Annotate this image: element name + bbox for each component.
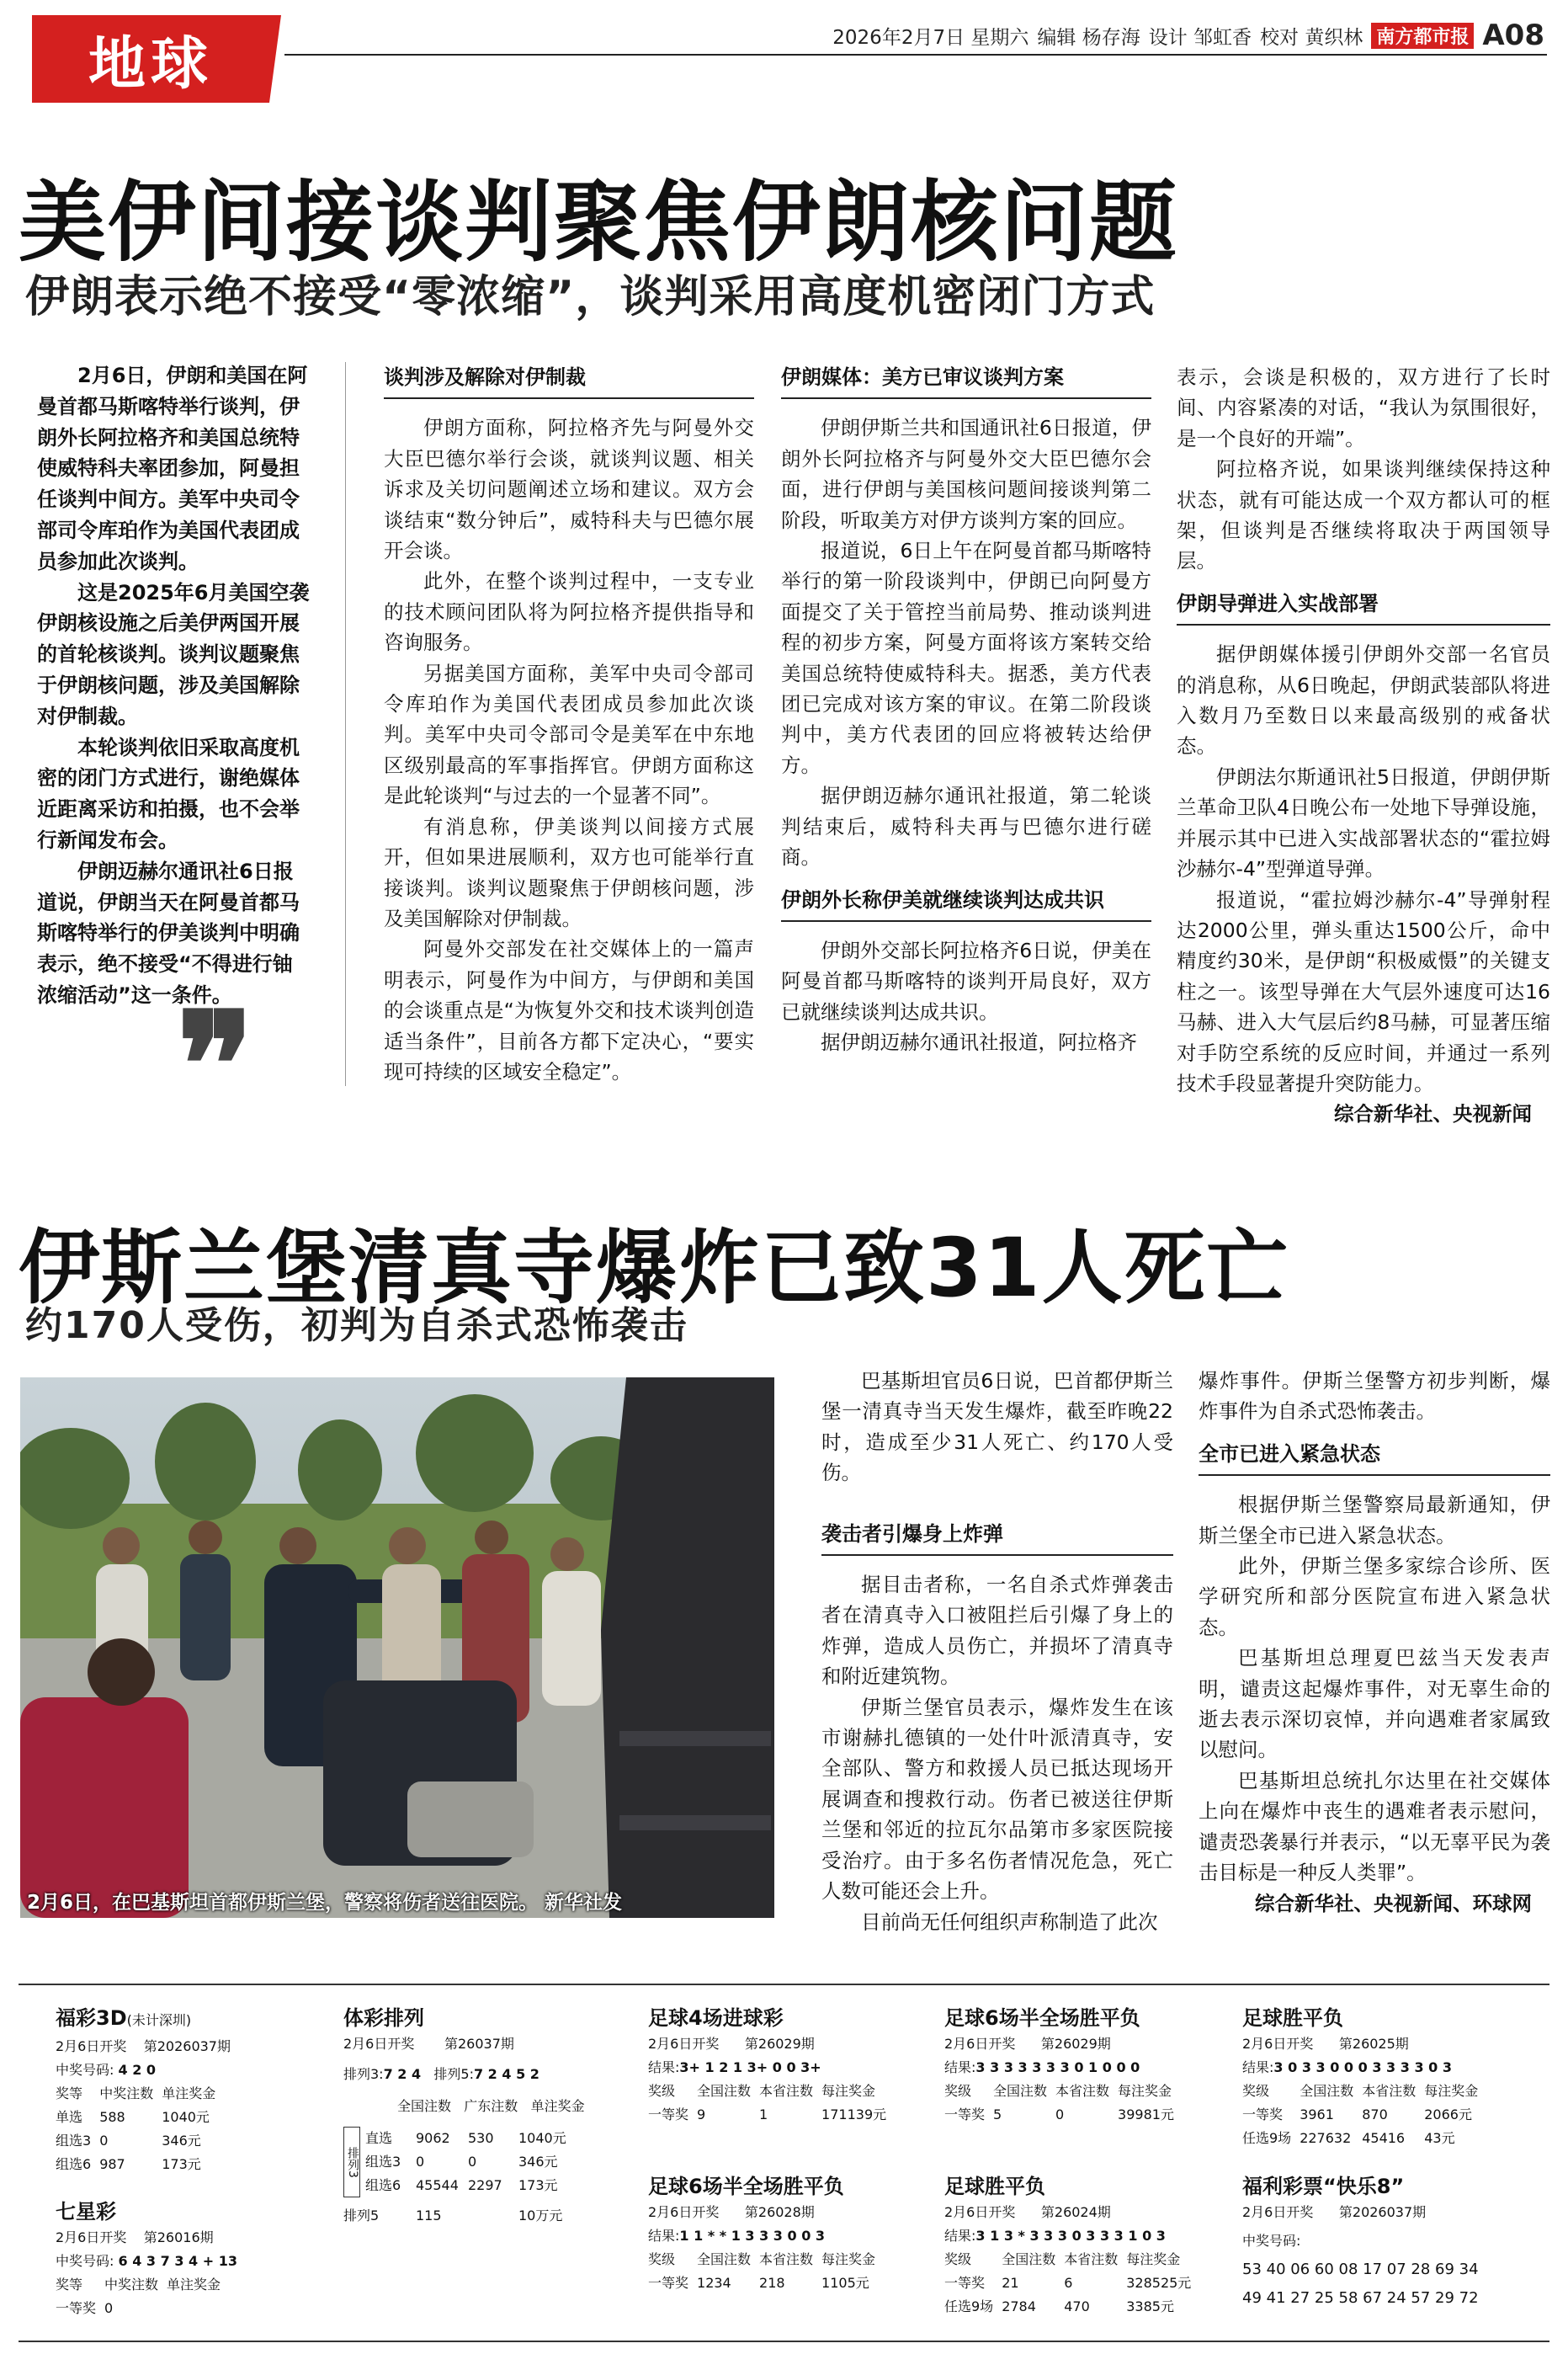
photo-caption: 2月6日，在巴基斯坦首都伊斯兰堡，警察将伤者送往医院。 新华社发 [27,1892,623,1914]
news-photo [20,1377,774,1918]
body-paragraph: 伊朗法尔斯通讯社5日报道，伊朗伊斯兰革命卫队4日晚公布一处地下导弹设施，并展示其中已进入实战部署状态的“霍拉姆沙赫尔-4”型弹道导弹。 [1177,764,1550,881]
lead-paragraph: 伊朗迈赫尔通讯社6日报道说，伊朗当天在阿曼首都马斯喀特举行的伊美谈判中明确表示，绝不接受“不得进行铀浓缩活动”这一条件。 [37,859,300,1007]
table-row: 直选 9062 530 1040元 [365,2130,566,2146]
body-paragraph: 此外，在整个谈判过程中，一支专业的技术顾问团队将为阿拉格齐提供指导和咨询服务。 [384,569,754,655]
section-heading: 谈判涉及解除对伊制裁 [384,362,754,399]
table-row: 一等奖 5 0 39981元 [944,2106,1174,2122]
prize-table: 奖级 全国注数 本省注数 每注奖金 一等奖 1234 218 1105元 [648,2248,884,2295]
body-paragraph: 阿拉格齐说，如果谈判继续保持这种状态，就有可能达成一个双方都认可的框架，但谈判是否继续将取决于两国领导层。 [1177,457,1550,573]
prize-table [56,2273,229,2320]
page-number: A08 [1482,19,1544,52]
body-paragraph: 阿曼外交部发在社交媒体上的一篇声明表示，阿曼作为中间方，与伊朗和美国的会谈重点是“为恢复外交和技术谈判创造适当条件”，目前各方都下定决心，“要实现可持续的区域安全稳定”。 [384,937,754,1084]
publication-logo: 南方都市报 [1371,23,1474,49]
draw-issue: 第2026037期 [1338,2204,1427,2220]
match-result: 3 3 3 3 3 3 3 0 1 0 0 0 [975,2059,1140,2075]
lottery-zc6b [944,2004,1230,2127]
article2-headline: 伊斯兰堡清真寺爆炸已致31人死亡 [19,1221,1289,1315]
body-paragraph: 报道说，6日上午在阿曼首都马斯喀特举行的第一阶段谈判中，伊朗已向阿曼方面提交了关于管控当前局势、推动谈判进程的初步方案，阿曼方面将该方案转交给美国总统特使威特科夫。据悉，美方代表团已完成对该方案的审议。在第二阶段谈判中，美方代表团的回应将被转达给伊方。 [781,539,1151,777]
draw-issue: 第26037期 [444,2036,514,2052]
article1-column-2 [384,362,754,1087]
body-paragraph: 此外，伊斯兰堡多家综合诊所、医学研究所和部分医院宣布进入紧急状态。 [1199,1554,1550,1639]
body-paragraph: 据目击者称，一名自杀式炸弹袭击者在清真寺入口被阻拦后引爆了身上的炸弹，造成人员伤亡，并损坏了清真寺和附近建筑物。 [821,1573,1173,1689]
lottery-sfc1 [944,2172,1230,2319]
body-paragraph: 另据美国方面称，美军中央司令部司令库珀作为美国代表团成员参加此次谈判。美军中央司令部司令是美军在中东地区级别最高的军事指挥官。伊朗方面称这是此轮谈判“与过去的一个显著不同”。 [384,661,754,808]
body-paragraph: 据伊朗媒体援引伊朗外交部一名官员的消息称，从6日晚起，伊朗武装部队将进入数月乃至数日以来最高级别的戒备状态。 [1177,642,1550,759]
result-label: 结果: [944,2228,976,2244]
body-paragraph: 有消息称，伊美谈判以间接方式展开，但如果进展顺利，双方也可能举行直接谈判。谈判议题聚焦于伊朗核问题，涉及美国解除对伊制裁。 [384,814,754,930]
table-header: 单注奖金 [162,2085,216,2101]
body-paragraph: 目前尚无任何组织声称制造了此次 [861,1909,1158,1934]
body-paragraph: 巴基斯坦总统扎尔达里在社交媒体上向在爆炸中丧生的遇难者表示慰问，谴责恐袭暴行并表示，“以无辜平民为袭击目标是一种反人类罪”。 [1199,1768,1550,1885]
column-divider [345,362,346,1086]
draw-issue: 第26028期 [744,2204,815,2220]
numbers-label: 中奖号码: [56,2253,114,2269]
section-heading: 伊朗导弹进入实战部署 [1177,588,1550,626]
body-paragraph: 据伊朗迈赫尔通讯社报道，第二轮谈判结束后，威特科夫再与巴德尔进行磋商。 [781,784,1151,870]
draw-issue: 第26016期 [143,2229,214,2245]
article1-column-4 [1177,362,1550,1130]
winning-numbers: 4 2 0 [118,2062,157,2078]
lottery-title: 足球6场半全场胜平负 [944,2006,1140,2030]
proof-credit: 校对 黄织林 [1260,26,1363,49]
result-label: 结果: [648,2228,680,2244]
pl3-numbers: 7 2 4 [383,2066,422,2082]
lottery-title: 福利彩票“快乐8” [1242,2175,1405,2198]
pl5-table [343,2204,571,2228]
table-row: 组选6 987 173元 [56,2156,201,2172]
result-label: 结果: [944,2059,976,2075]
body-paragraph: 根据伊斯兰堡警察局最新通知，伊斯兰堡全市已进入紧急状态。 [1199,1493,1550,1547]
body-paragraph: 报道说，“霍拉姆沙赫尔-4”导弹射程达2000公里，弹头重达1500公斤，命中精度约30米，是伊朗“积极威慑”的关键支柱之一。该型导弹在大气层外速度可达16马赫、进入大气层后约8马赫，可显著压缩对手防空系统的反应时间，并通过一系列技术手段显著提升突防能力。 [1177,887,1550,1095]
article1-headline: 美伊间接谈判聚焦伊朗核问题 [19,171,1179,274]
lottery-kl8 [1242,2172,1545,2310]
lead-paragraph: 2月6日，伊朗和美国在阿曼首都马斯喀特举行谈判，伊朗外长阿拉格齐和美国总统特使威特科夫率团参加，阿曼担任谈判中间方。美军中央司令部司令库珀作为美国代表团成员参加此次谈判。 [37,364,308,573]
match-result: 3 1 3 * 3 3 3 0 3 3 3 1 0 3 [975,2228,1166,2244]
table-header: 奖等 [56,2085,83,2101]
winning-numbers: 6 4 3 7 3 4 + 13 [118,2253,237,2269]
table-row: 单选 588 1040元 [56,2109,210,2125]
table-row: 任选9场 227632 45416 43元 [1242,2130,1455,2146]
draw-date: 2月6日开奖 [56,2038,127,2054]
draw-issue: 第26025期 [1338,2036,1409,2052]
issue-date: 2026年2月7日 星期六 [832,26,1029,49]
lottery-title: 足球胜平负 [1242,2006,1343,2030]
section-tag: 地球 [32,15,269,103]
table-header: 全国注数 [397,2098,452,2114]
lottery-title: 足球胜平负 [944,2175,1045,2198]
header-rule [284,54,1547,56]
pl3-side-label: 排列3 [343,2127,360,2197]
article2-subhead: 约170人受伤，初判为自杀式恐怖袭击 [25,1304,688,1347]
table-row: 一等奖 9 1 171139元 [648,2106,887,2122]
table-row: 组选3 0 0 346元 [365,2154,558,2170]
lottery-qxc [56,2197,308,2320]
section-heading: 袭击者引爆身上炸弹 [821,1519,1173,1556]
quote-mark-icon: ❞ [177,981,254,1149]
lottery-fc3d [56,2004,308,2176]
body-paragraph: 巴基斯坦官员6日说，巴首都伊斯兰堡一清真寺当天发生爆炸，截至昨晚22时，造成至少31人死亡、约170人受伤。 [821,1369,1173,1485]
lottery-title: 福彩3D [56,2006,127,2030]
section-heading: 伊朗媒体：美方已审议谈判方案 [781,362,1151,399]
table-row: 组选6 45544 2297 173元 [365,2177,558,2193]
draw-date: 2月6日开奖 [1242,2036,1314,2052]
lottery-title: 足球6场半全场胜平负 [648,2175,844,2198]
lottery-sfc2 [1242,2004,1545,2150]
lead-paragraph: 本轮谈判依旧采取高度机密的闭门方式进行，谢绝媒体近距离采访和拍摄，也不会举行新闻发布会。 [37,735,300,852]
draw-date: 2月6日开奖 [944,2036,1016,2052]
table-header: 单注奖金 [167,2277,221,2293]
body-paragraph: 爆炸事件。伊斯兰堡警方初步判断，爆炸事件为自杀式恐怖袭击。 [1199,1369,1550,1424]
source-credit: 综合新华社、央视新闻 [1334,1102,1532,1126]
table-row: 一等奖 21 6 328525元 [944,2275,1192,2291]
lottery-bottom-rule [19,2341,1549,2342]
lottery-title: 体彩排列 [343,2006,424,2030]
section-heading: 全市已进入紧急状态 [1199,1439,1550,1476]
article1-subhead: 伊朗表示绝不接受“零浓缩”，谈判采用高度机密闭门方式 [25,272,1156,322]
table-header: 单注奖金 [530,2098,585,2114]
body-paragraph: 巴基斯坦总理夏巴兹当天发表声明，谴责这起爆炸事件，对无辜生命的逝去表示深切哀悼，并向遇难者家属致以慰问。 [1199,1646,1550,1762]
header-meta [832,19,1544,52]
draw-date: 2月6日开奖 [944,2204,1016,2220]
draw-issue: 第26024期 [1040,2204,1111,2220]
table-header: 广东注数 [464,2098,518,2114]
numbers-label: 中奖号码: [56,2062,114,2078]
section-heading: 伊朗外长称伊美就继续谈判达成共识 [781,885,1151,922]
source-credit: 综合新华社、央视新闻、环球网 [1255,1891,1532,1915]
lottery-top-rule [19,1984,1549,1985]
table-row: 一等奖 1234 218 1105元 [648,2275,869,2291]
winning-numbers-line: 49 41 27 25 58 67 24 57 29 72 [1242,2289,1479,2307]
table-header: 中奖注数 [104,2277,159,2293]
table-row: 组选3 0 346元 [56,2133,201,2149]
draw-issue: 第26029期 [1040,2036,1111,2052]
table-row: 一等奖 0 [56,2300,114,2316]
numbers-label: 中奖号码: [1242,2233,1301,2249]
lottery-title: 足球4场进球彩 [648,2006,784,2030]
draw-date: 2月6日开奖 [648,2036,720,2052]
match-result: 3 0 3 3 0 0 0 3 3 3 3 0 3 [1273,2059,1452,2075]
prize-table: 奖级 全国注数 本省注数 每注奖金 一等奖 21 6 328525元 任选9场 2784 470 3385元 [944,2248,1199,2319]
draw-date: 2月6日开奖 [56,2229,127,2245]
match-result: 1 1 * * 1 3 3 3 0 0 3 [679,2228,826,2244]
body-paragraph: 据伊朗迈赫尔通讯社报道，阿拉格齐 [821,1031,1137,1055]
pl3-label: 排列3: [343,2066,384,2082]
article1-column-3 [781,362,1151,1058]
table-row: 任选9场 2784 470 3385元 [944,2298,1174,2314]
editor-credit: 编辑 杨存海 [1037,26,1140,49]
winning-numbers-line: 53 40 06 60 08 17 07 28 69 34 [1242,2261,1479,2278]
prize-table: 奖级 全国注数 本省注数 每注奖金 一等奖 3961 870 2066元 任选9场 227632 45416 43元 [1242,2080,1486,2150]
result-label: 结果: [648,2059,680,2075]
body-paragraph: 表示，会谈是积极的，双方进行了长时间、内容紧凑的对话，“我认为氛围很好，是一个良好的开端”。 [1177,365,1550,450]
pl5-label: 排列5: [433,2066,474,2082]
body-paragraph: 伊朗外交部长阿拉格齐6日说，伊美在阿曼首都马斯喀特的谈判开局良好，双方已就继续谈判达成共识。 [781,938,1151,1024]
table-row: 排列5 115 10万元 [343,2208,563,2224]
lottery-tcpl [343,2004,621,2228]
body-paragraph: 伊朗伊斯兰共和国通讯社6日报道，伊朗外长阿拉格齐与阿曼外交大臣巴德尔会面，进行伊朗与美国核问题间接谈判第二阶段，听取美方对伊方谈判方案的回应。 [781,416,1151,532]
body-paragraph: 伊斯兰堡官员表示，爆炸发生在该市谢赫扎德镇的一处什叶派清真寺，安全部队、警方和救援人员已抵达现场开展调查和搜救行动。伤者已被送往伊斯兰堡和邻近的拉瓦尔品第市多家医院接受治疗。由于多名伤者情况危急，死亡人数可能还会上升。 [821,1695,1173,1904]
prize-table [365,2127,575,2197]
prize-table: 奖级 全国注数 本省注数 每注奖金 一等奖 9 1 171139元 [648,2080,895,2127]
news-photo-illustration [20,1377,774,1918]
article2-column-1 [821,1366,1173,1937]
article2-column-2 [1199,1366,1550,1919]
pl5-numbers: 7 2 4 5 2 [473,2066,539,2082]
article1-lead [37,360,311,1011]
lottery-title: 七星彩 [56,2200,116,2224]
draw-date: 2月6日开奖 [1242,2204,1314,2220]
lead-paragraph: 这是2025年6月美国空袭伊朗核设施之后美伊两国开展的首轮核谈判。谈判议题聚焦于伊朗核问题，涉及美国解除对伊制裁。 [37,580,310,728]
lottery-zc4 [648,2004,926,2127]
draw-date: 2月6日开奖 [343,2036,415,2052]
prize-table [56,2082,224,2176]
draw-date: 2月6日开奖 [648,2204,720,2220]
prize-table: 奖级 全国注数 本省注数 每注奖金 一等奖 5 0 39981元 [944,2080,1183,2127]
draw-issue: 第26029期 [744,2036,815,2052]
designer-credit: 设计 邹虹香 [1148,26,1252,49]
draw-issue: 第2026037期 [143,2038,231,2054]
table-header: 中奖注数 [99,2085,154,2101]
result-label: 结果: [1242,2059,1274,2075]
table-row: 一等奖 3961 870 2066元 [1242,2106,1472,2122]
match-result: 3+ 1 2 1 3+ 0 0 3+ [679,2059,821,2075]
lottery-zc6a [648,2172,926,2295]
body-paragraph: 伊朗方面称，阿拉格齐先与阿曼外交大臣巴德尔举行会谈，就谈判议题、相关诉求及关切问题阐述立场和建议。双方会谈结束“数分钟后”，威特科夫与巴德尔展开会谈。 [384,416,754,563]
lottery-title-note: (未计深圳) [126,2012,192,2028]
table-header: 奖等 [56,2277,83,2293]
